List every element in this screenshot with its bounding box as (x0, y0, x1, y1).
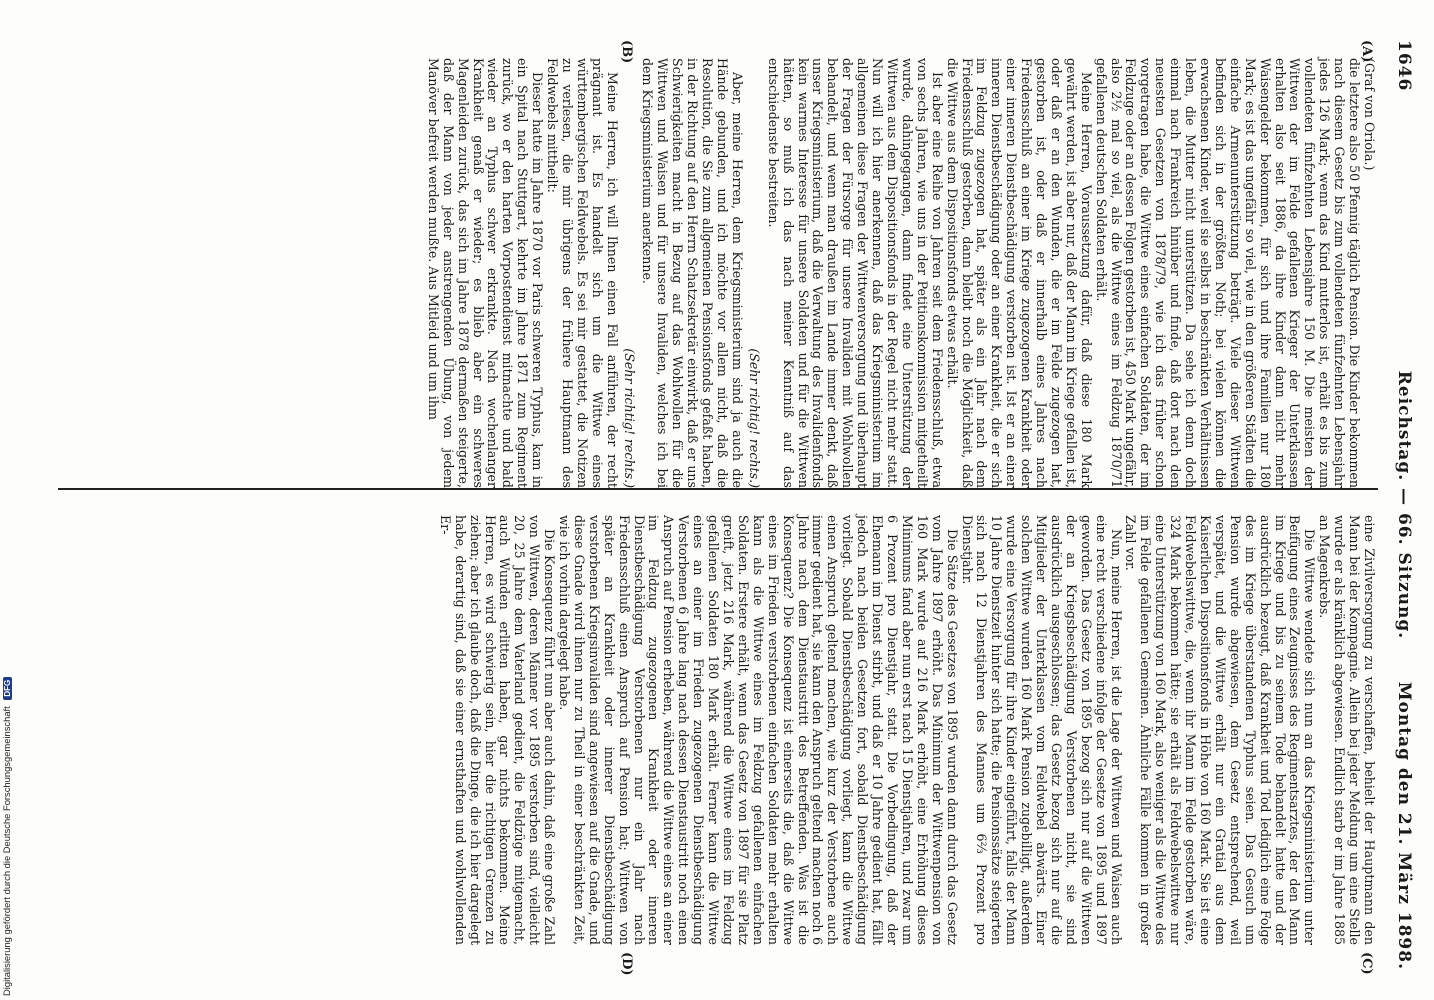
paragraph: Die Sätze des Gesetzes von 1895 wurden dann durch das Gesetz vom Jahre 1897 erhöht. Das Minimum der Wittwenpension von 160 Mark wurde auf 216 Mark erhöht, eine Erhöhung dieses Minimums fand aber nun erst nach 15 Dienstjahren, und zwar um 6 Prozent pro Dienstjahr, statt. Die Vorbedingung, daß der Ehemann im Dienst stirbt, und daß er 10 Jahre gedient hat, fällt jedoch nach beiden Gesetzen fort, sobald Dienstbeschädigung vorliegt. Sobald Dienstbeschädigung vorliegt, kann die Wittwe einen Anspruch geltend machen, wie kurz der Verstorbene auch immer gedient hat, sie kann den Anspruch geltend machen noch 6 Jahre nach dem Dienstaustritt des Betreffenden. Was ist die Konsequenz? Die Konsequenz ist einerseits die, daß die Wittwe eines im Frieden verstorbenen einfachen Soldaten mehr erhalten kann als die Wittwe eines im Feldzug gefallenen einfachen Soldaten. Erstere erhält, wenn das Gesetz von 1897 für sie Platz greift, jetzt 216 Mark, während die Wittwe eines im Feldzug gefallenen Soldaten 180 Mark erhält. Ferner kann die Wittwe eines an einer im Frieden zugezogenen Dienstbeschädigung Verstorbenen 6 Jahre lang nach dessen Dienstaustritt noch einen Anspruch auf Pension erheben, während die Wittwe eines an einer im Feldzug zugezogenen Krankheit oder inneren Dienstbeschädigung Verstorbenen nur ein Jahr nach Friedensschluß einen Anspruch auf Pension hat; Wittwen von später an Krankheit oder innerer Dienstbeschädigung verstorbenen Kriegsinvaliden sind angewiesen auf die Gnade, und diese Gnade wird ihnen nur zu Theil in einer beschränkten Zeit, wie ich vorhin dargelegt habe. (557, 515, 960, 945)
speaker-note: (Graf von Oriola.) (1362, 58, 1377, 171)
right-text-column (437, 515, 1376, 945)
paragraph: Meine Herren, ich will Ihnen einen Fall anführen, der recht prägnant ist. Es handelt sich um die Wittwe eines württembergischen Feldwebels. Es sei mir gestattet, die Notizen zu verlesen, die mir übrigens der frühere Hauptmann des Feldwebels mittheilt: (545, 58, 620, 488)
paragraph: Aber, meine Herren, dem Kriegsministerium sind ja auch die Hände gebunden, und ich möchte vor allem nicht, daß die Resolution, die Sie zum allgemeinen Pensionsfonds gefaßt haben, in der Richtung auf den Herrn Schatzsekretär einwirkt, daß er uns Schwierigkeiten macht in Bezug auf das Wohlwollen für die Wittwen und Waisen und für unsere Invaliden, welches ich bei dem Kriegsministerium anerkenne. (640, 58, 745, 488)
paragraph: eine Zivilversorgung zu verschaffen, behielt der Hauptmann den Mann bei der Kompagnie. Allein bei jeder Meldung um eine Stelle wurde er als kränklich abgewiesen. Endlich starb er im Jahre 1885 an Magenkrebs. (1317, 515, 1377, 945)
margin-marker-a: (A) (1359, 40, 1374, 63)
page-title: Reichstag. — 66. Sitzung. (1394, 370, 1414, 640)
paragraph: Die Wittwe wendete sich nun an das Kriegsministerium unter Beifügung eines Zeugnisses des Regimentsarztes, der den Mann im Kriege und bis zu seinem Tode behandelt hatte und der ausdrücklich bezeugt, daß Krankheit und Tod lediglich eine Folge des im Kriege überstandenen Typhus seien. Das Gesuch um Pension wurde abgewiesen, dem Gesetz entsprechend, weil verspätet, und die Wittwe erhält nur ein Gratial aus dem Kaiserlichen Dispositionsfonds in Höhe von 160 Mark. Sie ist eine Feldwebelswittwe, die, wenn ihr Mann im Felde gestorben wäre, 324 Mark bekommen hätte; sie erhält als Feldwebelswittwe nur eine Unterstützung von 160 Mark, also weniger als die Wittwe des im Felde gefallenen Gemeinen. Ähnliche Fälle kommen in großer Zahl vor. (1123, 515, 1318, 945)
dfg-logo: DFG (3, 677, 12, 700)
session-date: Montag den 21. März 1898. (1394, 681, 1414, 970)
margin-marker-c: (C) (1359, 952, 1374, 975)
paragraph: Nun, meine Herren, ist die Lage der Wittwen und Waisen auch eine recht verschiedene infolge der Gesetze von 1895 und 1897 geworden. Das Gesetz von 1895 bezog sich nur auf die Wittwen der an Kriegsbeschädigung Verstorbenen nicht, sie sind ausdrücklich ausgeschlossen; das Gesetz bezog sich nur auf die Mitglieder der Unterklassen vom Feldwebel abwärts. Einer solchen Wittwe wurden 160 Mark Pension zugebilligt, außerdem wurde eine Versorgung für ihre Kinder eingeführt, falls der Mann 10 Jahre Dienstzeit hinter sich hatte; die Pensionssätze steigerten sich nach 12 Dienstjahren des Mannes um 6⅔ Prozent pro Dienstjahr. (959, 515, 1124, 945)
paragraph: die letztere also 50 Pfennig täglich Pension. Die Kinder bekommen nach diesem Gesetz bis zum vollendeten fünfzehnten Lebensjahr jedes 126 Mark; wenn das Kind mutterlos ist, erhält es bis zum vollendeten fünfzehnten Lebensjahre 150 M. Die meisten der Wittwen der im Felde gefallenen Krieger der Unterklassen erhalten also seit 1886, da ihre Kinder dann nicht mehr Waisengelder bekommen, für sich und ihre Familien nur 180 Mark; es ist das ungefähr so viel, wie in den größeren Städten die einfache Armenunterstützung beträgt. Viele dieser Wittwen befinden sich in der größten Noth; bei vielen können die erwachsenen Kinder, weil sie selbst in beschränkten Verhältnissen leben, die Mutter nicht unterstützen. Da sehe ich denn doch einmal nach Frankreich hinüber und finde, daß dort nach den neuesten Gesetzen von 1878/79, wie ich das früher schon vorgetragen habe, die Wittwe eines einfachen Soldaten, der im Feldzuge oder an dessen Folgen gestorben ist, 450 Mark ungefähr, also 2½ mal so viel, als die Wittwe eines im Feldzug 1870/71 gefallenen deutschen Soldaten erhält. (1093, 58, 1363, 488)
quoted-paragraph: Dieser hatte im Jahre 1870 vor Paris schweren Typhus, kam in ein Spital nach Stuttgart, kehrte im Jahre 1871 zum Regiment zurück, wo er den harten Vorpostendienst mitmachte und bald wieder an Typhus schwer erkrankte. Nach wochenlanger Krankheit genaß er wieder; es blieb aber ein schweres Magenleiden zurück, das sich im Jahre 1878 dermaßen steigerte, daß der Mann von jeder anstrengenden Übung, von jedem Manöver befreit werden mußte. Aus Mitleid und um ihm (425, 58, 546, 488)
interjection: (Sehr richtig! rechts.) (621, 348, 637, 488)
page-header (1388, 40, 1418, 970)
paragraph: Die Konsequenz führt nun aber auch dahin, daß eine große Zahl von Wittwen, deren Männer vor 1895 verstorben sind, vielleicht 20, 25 Jahre dem Vaterland gedient, die Feldzüge mitgemacht, auch Wunden erlitten haben, gar nichts bekommen. Meine Herren, es wird schwierig sein, hier die richtigen Grenzen zu ziehen; aber ich glaube doch, daß die Dinge, die ich hier dargelegt habe, derartig sind, daß sie einer ernsthaften und wohlwollenden Er- (437, 515, 558, 945)
paragraph: Meine Herren, Voraussetzung dafür, daß diese 180 Mark gewährt werden, ist aber nur, daß der Mann im Kriege gefallen ist, oder daß er an den Wunden, die er im Felde zugezogen hat, gestorben ist, oder daß er innerhalb eines Jahres nach Friedensschluß an einer im Kriege zugezogenen Krankheit oder einer inneren Dienstbeschädigung verstorben ist. Ist er an einer inneren Dienstbeschädigung oder an einer Krankheit, die er sich im Feldzug zugezogen hat, später als ein Jahr nach dem Friedensschluß gestorben, dann bleibt noch die Möglichkeit, daß die Wittwe aus dem Dispositionsfonds etwas erhält. (944, 58, 1094, 488)
column-divider (58, 488, 1378, 490)
page-number: 1646 (1394, 40, 1414, 92)
left-text-column (425, 58, 1376, 488)
margin-marker-d: (D) (619, 952, 634, 976)
credit-text: Digitalisierung gefördert durch die Deutsche Forschungsgemeinschaft (1, 706, 12, 996)
digitization-credit (1, 476, 19, 996)
interjection: (Sehr richtig! rechts.) (746, 348, 762, 488)
paragraph: Ist aber eine Reihe von Jahren seit dem Friedensschluß, etwa von sechs Jahren, wie uns in der Petitionskommission mitgetheilt wurde, dahingegangen, dann findet eine Unterstützung der Wittwen aus dem Dispositionsfonds in der Regel nicht mehr statt. Nun will ich hier anerkennen, daß das Kriegsministerium im allgemeinen diese Fragen der Wittwenversorgung und überhaupt der Fragen der Fürsorge für unsere Invaliden mit Wohlwollen behandelt, und wenn man draußen im Lande immer denkt, daß unser Kriegsministerium, daß die Verwaltung des Invalidenfonds kein warmes Interesse für unsere Soldaten und für die Wittwen hätten, so muß ich das nach meiner Kenntniß auf das entschiedenste bestreiten. (765, 58, 945, 488)
margin-marker-b: (B) (619, 40, 634, 64)
